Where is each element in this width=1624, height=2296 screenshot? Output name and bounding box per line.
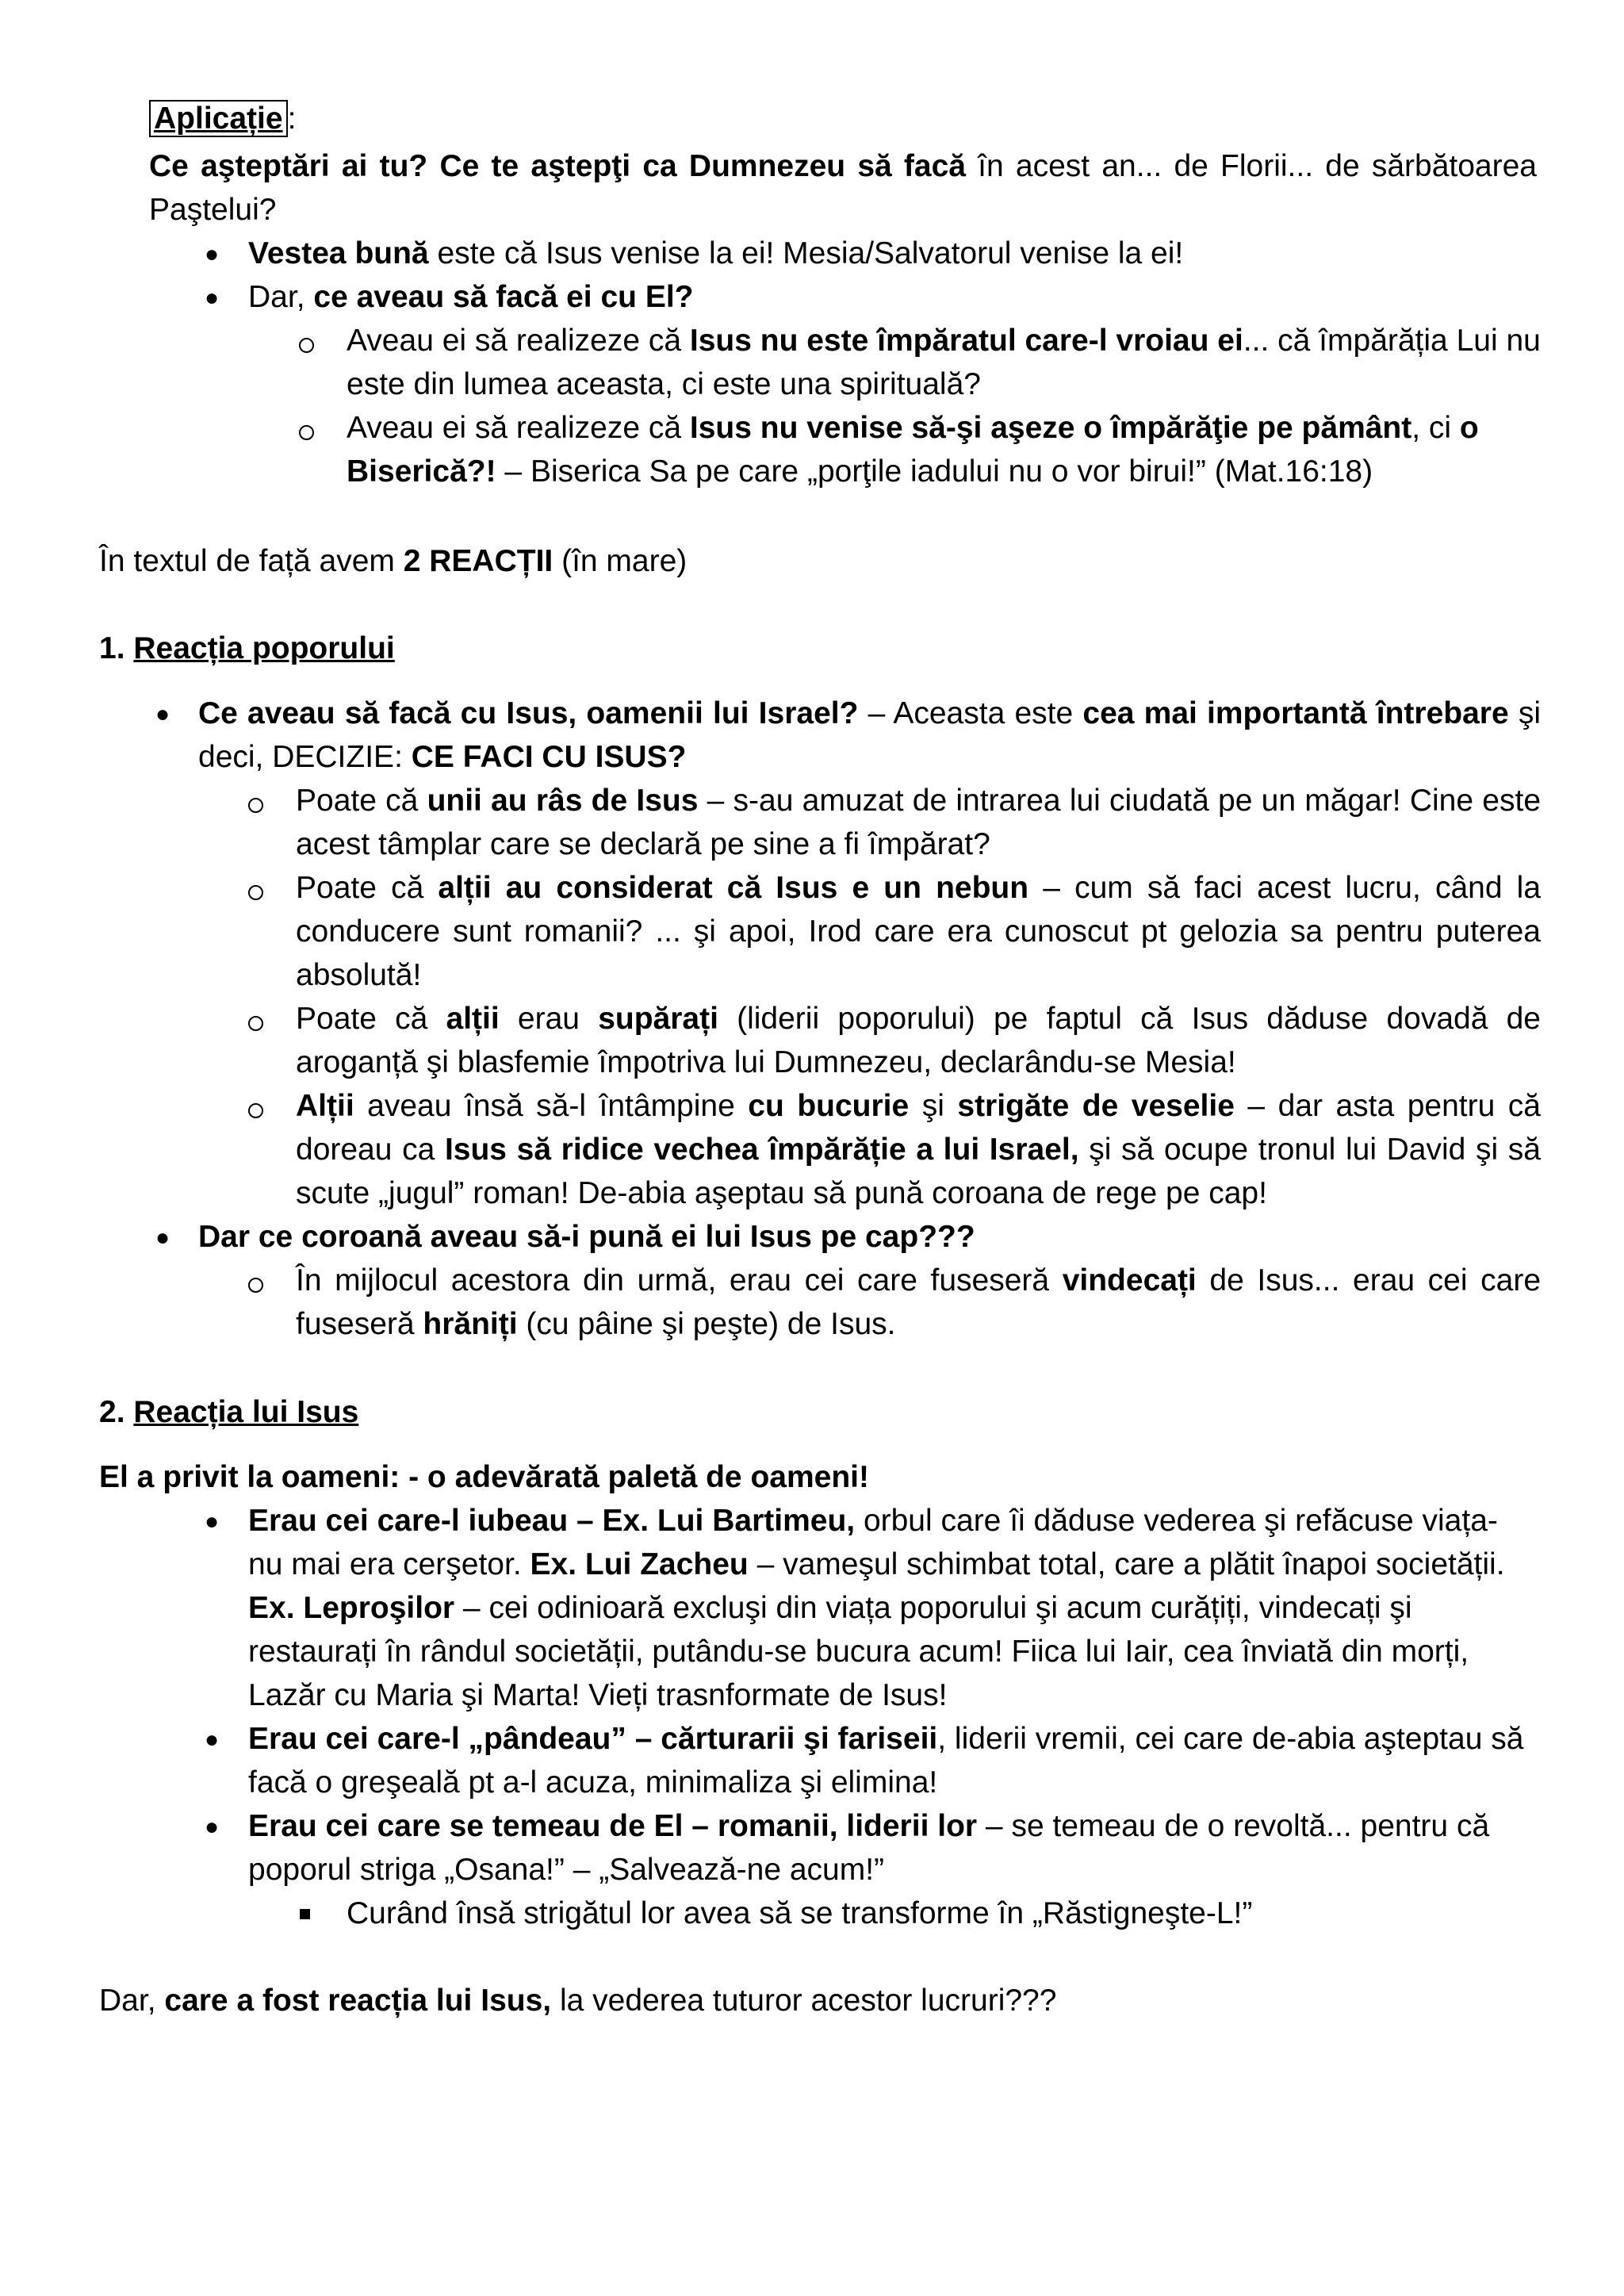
bold-text-run: supărați <box>598 1002 718 1036</box>
section2-sub-bullet <box>347 1892 1541 1935</box>
bold-text-run: Ex. Leproşilor <box>248 1591 455 1625</box>
section1-sub-bullet <box>296 997 1541 1084</box>
bold-text-run: Alții <box>296 1089 354 1123</box>
section2-title: Reacția lui Isus <box>133 1395 359 1429</box>
text-run: Aveau ei să realizeze că <box>347 411 690 445</box>
application-heading: Aplicație : <box>149 97 296 140</box>
bullet-icon: ● <box>205 1814 220 1840</box>
bold-text-run: Erau cei care se temeau de El – romanii, liderii lor <box>248 1809 978 1843</box>
text-run: În textul de față avem <box>99 544 404 578</box>
text-run: Curând însă strigătul lor avea să se transforme în „Răstigneşte-L!” <box>347 1896 1253 1930</box>
intro-paragraph <box>99 539 1542 583</box>
bullet-icon: ● <box>155 701 170 727</box>
section1-question <box>198 1215 1541 1259</box>
application-bullet <box>248 232 1541 275</box>
text-run: Dar, <box>99 1984 165 2018</box>
text-run: ... că împărăția Lui nu este din lumea aceasta, ci este una spirituală? <box>347 324 1541 401</box>
bullet-icon: ● <box>205 241 220 267</box>
text-run: În mijlocul acestora din urmă, erau cei care fuseseră <box>296 1263 1063 1297</box>
circle-bullet-icon <box>248 885 263 900</box>
bold-text-run: Ex. Lui Zacheu <box>530 1547 749 1581</box>
text-run: – cum să faci acest lucru, când la conducere sunt romanii? ... şi apoi, Irod care era cunoscut pt gelozia sa pentru puterea absolută! <box>296 871 1542 992</box>
application-sub-bullet <box>347 406 1541 493</box>
bold-text-run: Isus să ridice vechea împărăție a lui Israel, <box>444 1133 1079 1167</box>
text-run: – cei odinioară excluşi din viața poporului şi acum curățiți, vindecați şi restaurați în rândul societății, putându-se bucura acum! Fiica lui Iair, cea înviată din morți, Lazăr cu Maria şi Marta! Vieți trasnformate de Isus! <box>248 1591 1469 1712</box>
bold-text-run: o Biserică?! <box>347 411 1479 489</box>
text-run: – Aceasta este <box>858 696 1083 730</box>
bold-text-run: hrăniți <box>423 1307 518 1341</box>
bold-text-run: Isus nu venise să-şi aşeze o împărăţie pe pământ <box>689 411 1412 445</box>
text-run: Dar, <box>248 280 314 314</box>
text-run: orbul care îi dăduse vederea şi refăcuse viața- nu mai era cerşetor. <box>248 1504 1498 1581</box>
section1-title: Reacția poporului <box>133 631 395 665</box>
circle-bullet-icon <box>299 425 314 440</box>
bold-text-run: Erau cei care-l „pândeau” – cărturarii şi fariseii <box>248 1722 938 1756</box>
text-run: – Biserica Sa pe care „porţile iadului nu o vor birui!” (Mat.16:18) <box>496 454 1373 489</box>
bold-text-run: alții au considerat că Isus e un nebun <box>438 871 1029 905</box>
section2-heading: 2. Reacția lui Isus <box>99 1395 359 1429</box>
section1-sub-bullet <box>296 1084 1541 1215</box>
bold-text-run: vindecați <box>1062 1263 1197 1297</box>
text-run: şi să ocupe tronul lui David şi să scute „jugul” roman! De-abia aşeptau să pună coroana de rege pe cap! <box>296 1133 1541 1210</box>
text-run: Aveau ei să realizeze că <box>347 324 690 358</box>
bold-text-run: cea mai importantă întrebare <box>1082 696 1509 730</box>
text-run: Poate că <box>296 1002 446 1036</box>
section2-bullet <box>248 1499 1525 1717</box>
bold-text-run: strigăte de veselie <box>957 1089 1235 1123</box>
application-bullet <box>248 275 1541 319</box>
bold-text-run: Isus nu este împăratul care-l vroiau ei <box>689 324 1243 358</box>
circle-bullet-icon <box>248 1103 263 1118</box>
bold-text-run: 2 REACȚII <box>403 544 553 578</box>
bullet-icon: ● <box>205 1508 220 1535</box>
section2-lead: El a privit la oameni: - o adevărată paletă de oameni! <box>99 1460 869 1494</box>
circle-bullet-icon <box>248 1278 263 1293</box>
bold-text-run: alții <box>446 1002 500 1036</box>
text-run: (liderii poporului) pe faptul că Isus dăduse dovadă de aroganță şi blasfemie împotriva lui Dumnezeu, declarându-se Mesia! <box>296 1002 1541 1079</box>
section2-bullet <box>248 1804 1541 1892</box>
section1-sub-bullet <box>296 1259 1541 1346</box>
text-run: Poate că <box>296 784 427 818</box>
application-label: Aplicație <box>149 100 288 137</box>
bold-text-run: Ce aşteptări ai tu? Ce te aştepţi ca Dumnezeu să facă <box>149 149 966 183</box>
circle-bullet-icon <box>248 798 263 813</box>
bold-text-run: Vestea bună <box>248 236 429 270</box>
bullet-icon: ● <box>155 1225 170 1251</box>
text-run: în acest an... de Florii... de sărbătoarea Paştelui? <box>149 149 1537 227</box>
text-run: (în mare) <box>553 544 688 578</box>
text-run: de Isus... erau cei care fuseseră <box>296 1263 1542 1341</box>
section2-bullet <box>248 1717 1525 1804</box>
text-run: şi <box>909 1089 958 1123</box>
text-run: (cu pâine şi peşte) de Isus. <box>517 1307 896 1341</box>
bold-text-run: cu bucurie <box>748 1089 910 1123</box>
text-run: şi deci, DECIZIE: <box>198 696 1541 774</box>
text-run: , liderii vremii, cei care de-abia aşteptau să facă o greşeală pt a-l acuza, minimaliza şi elimina! <box>248 1722 1524 1800</box>
text-run: Poate că <box>296 871 439 905</box>
bold-text-run: CE FACI CU ISUS? <box>411 740 687 774</box>
section1-heading: 1. Reacția poporului <box>99 631 395 665</box>
text-run: aveau însă să-l întâmpine <box>354 1089 749 1123</box>
bold-text-run: Dar ce coroană aveau să-i pună ei lui Isus pe cap??? <box>198 1220 975 1254</box>
text-run: – dar asta pentru că doreau ca <box>296 1089 1541 1167</box>
bullet-icon: ● <box>205 285 220 311</box>
section1-sub-bullet <box>296 779 1541 866</box>
closing-question <box>99 1979 1542 2022</box>
bold-text-run: Erau cei care-l iubeau – Ex. Lui Bartimeu, <box>248 1504 856 1538</box>
square-bullet-icon <box>300 1909 310 1919</box>
text-run: este că Isus venise la ei! Mesia/Salvatorul venise la ei! <box>428 236 1184 270</box>
text-run: , ci <box>1411 411 1460 445</box>
application-question <box>149 144 1537 232</box>
circle-bullet-icon <box>248 1016 263 1031</box>
bold-text-run: ce aveau să facă ei cu El? <box>313 280 694 314</box>
application-sub-bullet <box>347 319 1541 406</box>
section1-question <box>198 692 1541 779</box>
text-run: erau <box>499 1002 599 1036</box>
text-run: – vameşul schimbat total, care a plătit înapoi societății. <box>748 1547 1505 1581</box>
bullet-icon: ● <box>205 1727 220 1753</box>
text-run: – s-au amuzat de intrarea lui ciudată pe un măgar! Cine este acest tâmplar care se declară pe sine a fi împărat? <box>296 784 1542 861</box>
bold-text-run: care a fost reacția lui Isus, <box>164 1984 552 2018</box>
text-run: la vederea tuturor acestor lucruri??? <box>551 1984 1057 2018</box>
text-run: – se temeau de o revoltă... pentru că poporul striga „Osana!” – „Salvează-ne acum!” <box>248 1809 1490 1887</box>
bold-text-run: unii au râs de Isus <box>427 784 699 818</box>
circle-bullet-icon <box>299 338 314 353</box>
bold-text-run: Ce aveau să facă cu Isus, oamenii lui Israel? <box>198 696 859 730</box>
section1-sub-bullet <box>296 866 1541 997</box>
